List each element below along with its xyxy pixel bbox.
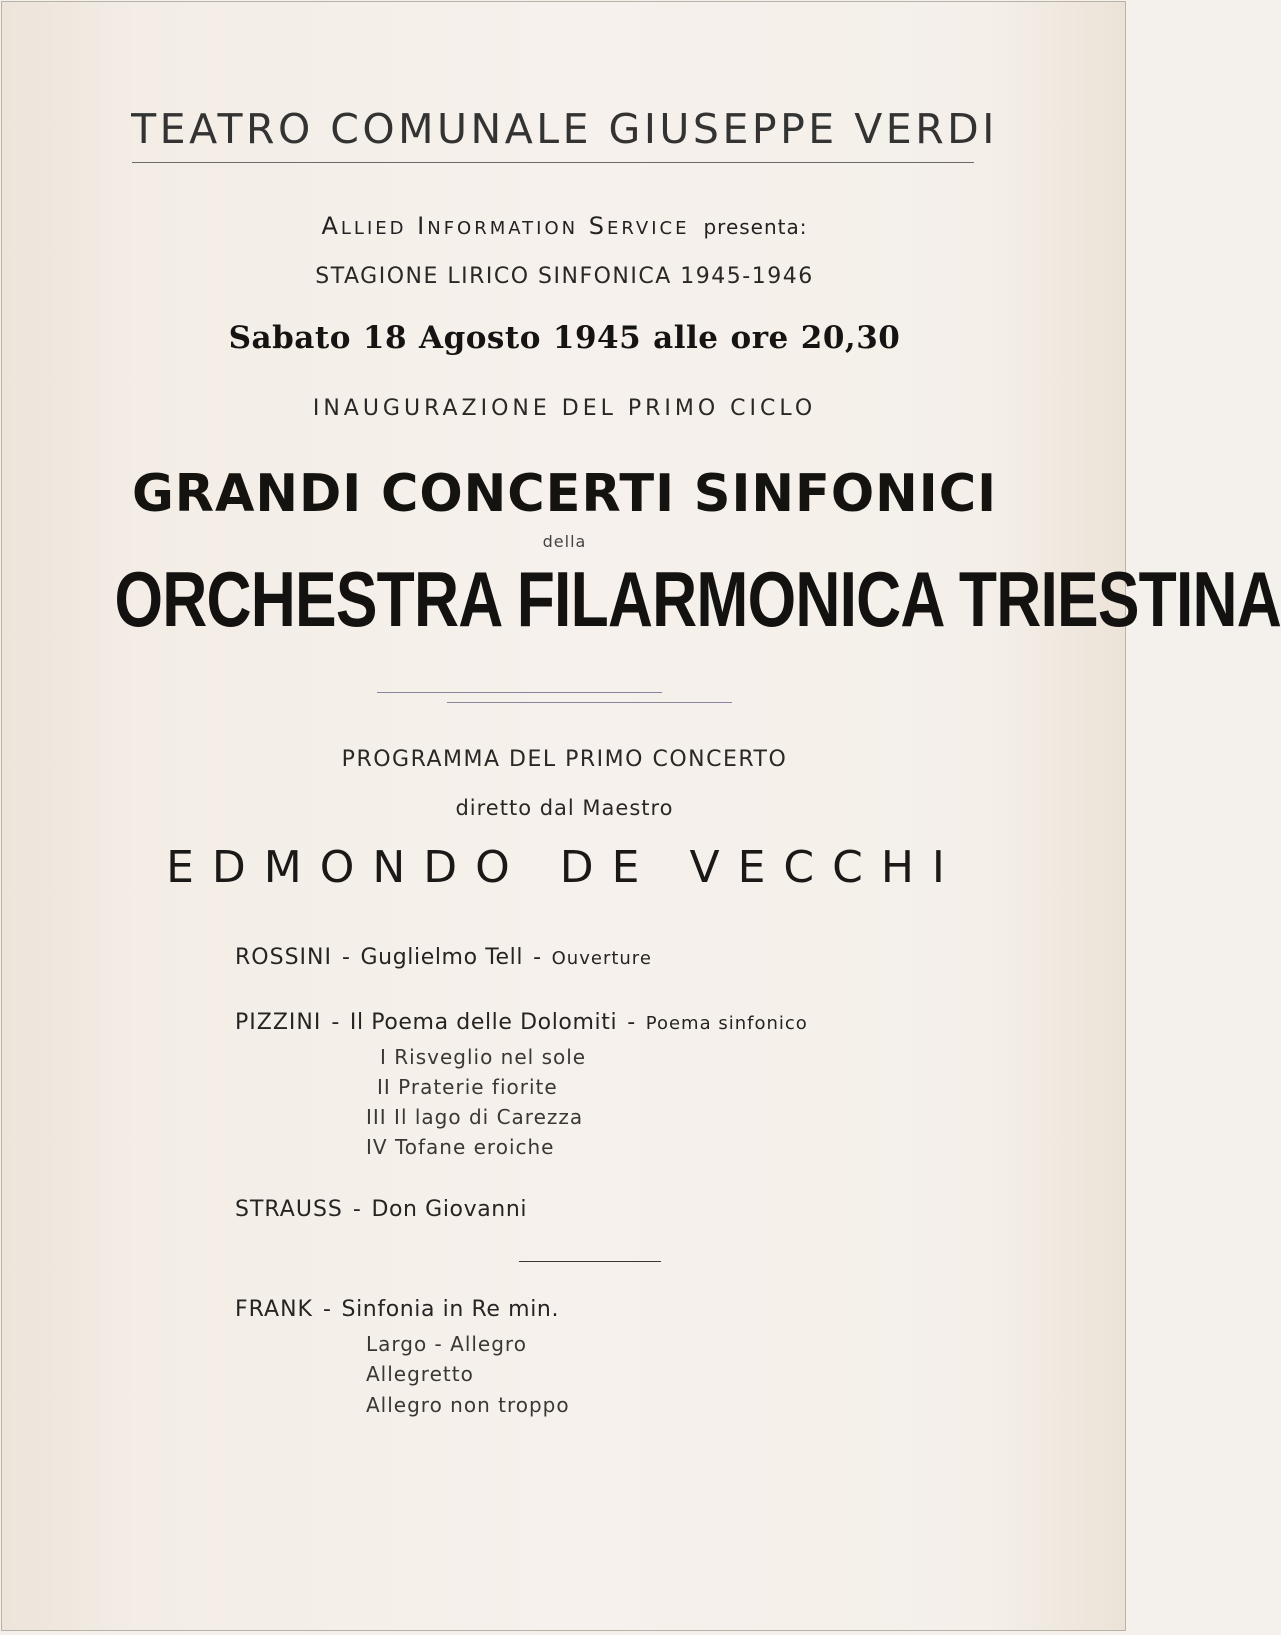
directed-by-label: diretto dal Maestro — [455, 796, 674, 820]
work-title: Don Giovanni — [371, 1197, 528, 1222]
date-day: 18 — [362, 320, 408, 356]
ornament-rule-upper — [377, 692, 662, 693]
separator: - — [627, 1010, 636, 1035]
date-ore: ore — [730, 320, 789, 356]
program-item-pizzini — [235, 1010, 808, 1035]
presenter-word: ERVICE — [607, 218, 690, 239]
work-title: Il Poema delle Dolomiti — [349, 1010, 618, 1035]
movement-line: II Praterie fiorite — [377, 1075, 558, 1099]
separator: - — [331, 1010, 340, 1035]
date-time: 20,30 — [800, 320, 901, 356]
movement-line: Largo - Allegro — [366, 1332, 527, 1356]
work-title: Guglielmo Tell — [360, 945, 524, 970]
presenter-word: NFORMATION — [427, 218, 579, 239]
conductor-name: EDMONDO DE VECCHI — [166, 842, 963, 893]
composer-name: PIZZINI — [235, 1010, 322, 1035]
presenter-line — [2, 212, 1127, 240]
date-month: Agosto — [419, 320, 541, 356]
inauguration-line: INAUGURAZIONE DEL PRIMO CICLO — [312, 396, 817, 421]
date-year: 1945 — [552, 320, 642, 356]
program-item-frank — [235, 1297, 559, 1322]
program-heading: PROGRAMMA DEL PRIMO CONCERTO — [341, 747, 788, 772]
composer-name: STRAUSS — [235, 1197, 343, 1222]
intermission-rule — [519, 1261, 661, 1262]
composer-name: ROSSINI — [235, 945, 332, 970]
della-label: della — [542, 532, 587, 551]
movement-line: IV Tofane eroiche — [366, 1135, 555, 1159]
separator: - — [352, 1197, 362, 1222]
presenter-initial: I — [417, 212, 428, 240]
date-day-name: Sabato — [228, 320, 351, 356]
presenta-label: presenta: — [703, 215, 808, 239]
event-title: GRANDI CONCERTI SINFONICI — [131, 464, 998, 524]
ornament-rule-lower — [447, 702, 732, 703]
work-form: Poema sinfonico — [645, 1013, 808, 1034]
separator: - — [533, 945, 542, 970]
work-form: Ouverture — [551, 948, 652, 969]
movement-line: Allegretto — [366, 1362, 474, 1386]
program-item-rossini — [235, 945, 652, 970]
separator: - — [341, 945, 351, 970]
work-title: Sinfonia in Re min. — [341, 1297, 560, 1322]
program-item-strauss — [235, 1197, 527, 1222]
orchestra-name: ORCHESTRA FILARMONICA TRIESTINA — [114, 555, 1281, 643]
theatre-name: TEATRO COMUNALE GIUSEPPE VERDI — [131, 105, 998, 153]
movement-line: III Il lago di Carezza — [366, 1105, 584, 1129]
presenter-initial: S — [588, 212, 607, 240]
concert-program-page — [1, 1, 1281, 1631]
presenter-word: LLIED — [340, 218, 407, 239]
season-line: STAGIONE LIRICO SINFONICA 1945-1946 — [315, 264, 814, 289]
composer-name: FRANK — [235, 1297, 313, 1322]
presenter-initial: A — [321, 212, 341, 240]
movement-line: I Risveglio nel sole — [380, 1045, 587, 1069]
concert-date — [2, 320, 1127, 356]
date-alle: alle — [653, 320, 719, 356]
movement-line: Allegro non troppo — [366, 1393, 570, 1417]
header-rule — [132, 162, 974, 163]
separator: - — [322, 1297, 332, 1322]
